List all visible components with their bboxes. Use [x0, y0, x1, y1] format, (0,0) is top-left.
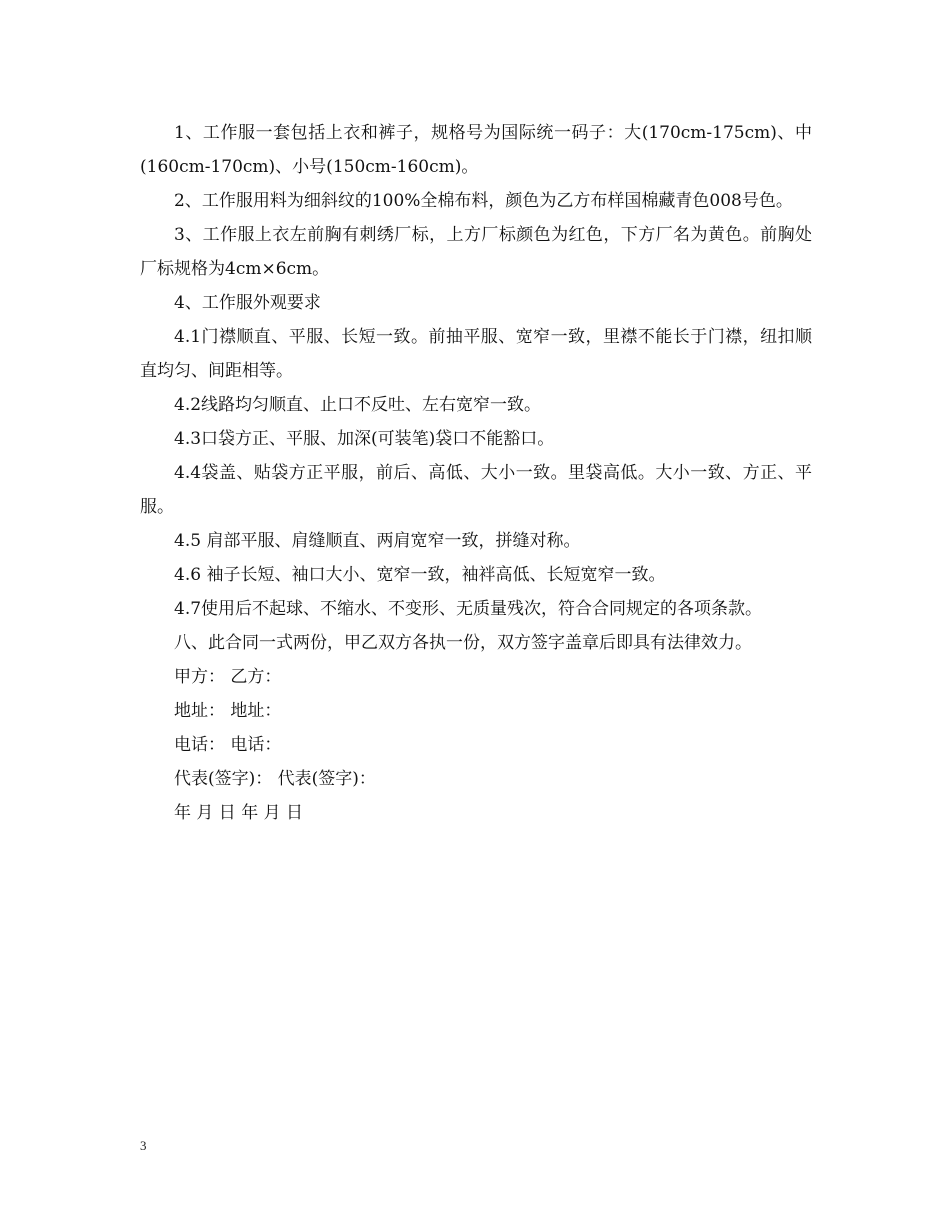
paragraph-clause-2: 2、工作服用料为细斜纹的100%全棉布料，颜色为乙方布样国棉藏青色008号色。 — [174, 191, 793, 211]
paragraph-clause-4-7: 4.7使用后不起球、不缩水、不变形、无质量残次，符合合同规定的各项条款。 — [174, 599, 763, 619]
document-body — [140, 116, 812, 830]
paragraph-clause-4-heading: 4、工作服外观要求 — [174, 293, 321, 313]
signature-party-line: 甲方： 乙方： — [174, 667, 282, 687]
paragraph-clause-4-6: 4.6 袖子长短、袖口大小、宽窄一致，袖袢高低、长短宽窄一致。 — [174, 565, 666, 585]
paragraph-clause-8: 八、此合同一式两份，甲乙双方各执一份，双方签字盖章后即具有法律效力。 — [174, 633, 752, 653]
signature-representative-line: 代表(签字)： 代表(签字)： — [174, 769, 376, 789]
paragraph-clause-3: 3、工作服上衣左前胸有刺绣厂标，上方厂标颜色为红色，下方厂名为黄色。前胸处厂标规格为4cm×6cm。 — [140, 225, 812, 279]
paragraph-clause-4-5: 4.5 肩部平服、肩缝顺直、两肩宽窄一致，拼缝对称。 — [174, 531, 581, 551]
signature-phone-line: 电话： 电话： — [174, 735, 282, 755]
paragraph-clause-4-1: 4.1门襟顺直、平服、长短一致。前抽平服、宽窄一致，里襟不能长于门襟，纽扣顺直均匀、间距相等。 — [140, 327, 812, 381]
paragraph-clause-4-3: 4.3口袋方正、平服、加深(可装笔)袋口不能豁口。 — [174, 429, 555, 449]
signature-date-line: 年 月 日 年 月 日 — [174, 803, 304, 823]
signature-address-line: 地址： 地址： — [174, 701, 282, 721]
paragraph-clause-4-4: 4.4袋盖、贴袋方正平服，前后、高低、大小一致。里袋高低。大小一致、方正、平服。 — [140, 463, 812, 517]
page-number: 3 — [140, 1138, 147, 1153]
paragraph-clause-1: 1、工作服一套包括上衣和裤子，规格号为国际统一码子：大(170cm-175cm)、中(160cm-170cm)、小号(150cm-160cm)。 — [140, 123, 812, 177]
paragraph-clause-4-2: 4.2线路均匀顺直、止口不反吐、左右宽窄一致。 — [174, 395, 542, 415]
